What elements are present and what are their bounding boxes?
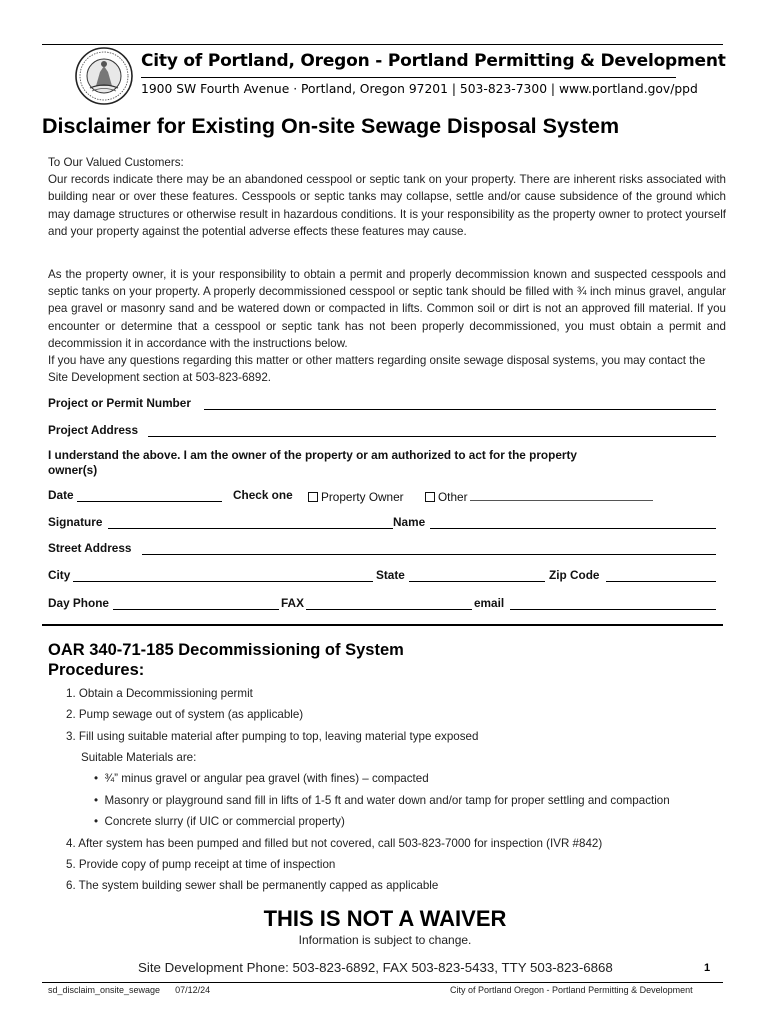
step-3: 3. Fill using suitable material after pumping to top, leaving material type exposed: [66, 730, 479, 743]
property-owner-checkbox[interactable]: [308, 492, 318, 502]
project-address-field[interactable]: [148, 436, 716, 437]
material-2: • Masonry or playground sand fill in lifts of 1-5 ft and water down and/or tamp for proper settling and compaction: [94, 794, 670, 807]
state-label: State: [376, 568, 405, 582]
fax-label: FAX: [281, 596, 304, 610]
property-owner-option[interactable]: [308, 488, 404, 506]
street-address-label: Street Address: [48, 541, 132, 555]
other-option[interactable]: [425, 488, 468, 506]
material-2-text: Masonry or playground sand fill in lifts of 1-5 ft and water down and/or tamp for proper settling and compaction: [104, 794, 670, 807]
zip-code-label: Zip Code: [549, 568, 600, 582]
email-label: email: [474, 596, 505, 610]
org-address: 1900 SW Fourth Avenue · Portland, Oregon 97201 | 503-823-7300 | www.portland.gov/ppd: [141, 82, 698, 96]
property-owner-label: Property Owner: [321, 490, 404, 504]
materials-heading: Suitable Materials are:: [81, 751, 197, 764]
other-checkbox[interactable]: [425, 492, 435, 502]
project-number-field[interactable]: [204, 409, 716, 410]
step-4: 4. After system has been pumped and filled but not covered, call 503-823-7000 for inspection (IVR #842): [66, 837, 603, 850]
other-field[interactable]: [470, 500, 653, 501]
step-6: 6. The system building sewer shall be permanently capped as applicable: [66, 879, 439, 892]
fax-field[interactable]: [306, 609, 472, 610]
step-5: 5. Provide copy of pump receipt at time of inspection: [66, 858, 336, 871]
material-1-text: ¾” minus gravel or angular pea gravel (with fines) – compacted: [104, 772, 429, 785]
city-field[interactable]: [73, 581, 373, 582]
check-one-label: Check one: [233, 488, 293, 502]
org-name: City of Portland, Oregon - Portland Permitting & Development: [141, 51, 726, 71]
intro-paragraph-3: If you have any questions regarding this matter or other matters regarding onsite sewage disposal systems, you may contact the Site Development section at 503-823-6892.: [48, 354, 706, 385]
signature-field[interactable]: [108, 528, 393, 529]
intro-paragraph-2: As the property owner, it is your responsibility to obtain a permit and properly decommission known and suspected cesspools and septic tanks on your property. A properly decommissioned cesspool or septic tank should be filled with ¾ inch minus gravel, angular pea gravel or masonry sand and be watered down or compacted in lifts. Common soil or dirt is not an approved fill material. If you encounter or determine that a cesspool or septic tank has not been properly decommissioned, you must obtain a permit and decommission it in accordance with the instructions below.: [48, 268, 726, 350]
intro-paragraph-1: Our records indicate there may be an abandoned cesspool or septic tank on your property. There are inherent risks associated with building near or over these features. Cesspools or septic tanks may collapse, settle and/or cause subsidence of the ground which may damage structures or otherwise result in hazardous conditions. It is your responsibility as the property owner to protect yourself and your property against the potential adverse effects these features may cause.: [48, 173, 726, 238]
day-phone-field[interactable]: [113, 609, 279, 610]
org-divider: [141, 77, 676, 78]
city-seal-icon: [74, 46, 134, 106]
waiver-heading: THIS IS NOT A WAIVER: [263, 906, 507, 931]
footer-org: City of Portland Oregon - Portland Permitting & Development: [450, 985, 693, 995]
state-field[interactable]: [409, 581, 545, 582]
contact-phone-line: Site Development Phone: 503-823-6892, FAX 503-823-5433, TTY 503-823-6868: [138, 960, 613, 975]
section-divider: [42, 624, 723, 626]
name-field[interactable]: [430, 528, 716, 529]
city-label: City: [48, 568, 71, 582]
intro-block: [48, 154, 726, 240]
name-label: Name: [393, 515, 426, 529]
other-label: Other: [438, 490, 468, 504]
page-number: 1: [704, 962, 711, 974]
document-title: Disclaimer for Existing On-site Sewage Disposal System: [42, 114, 620, 138]
material-1: • ¾” minus gravel or angular pea gravel (with fines) – compacted: [94, 772, 429, 785]
signature-label: Signature: [48, 515, 103, 529]
step-1: 1. Obtain a Decommissioning permit: [66, 687, 253, 700]
material-3-text: Concrete slurry (if UIC or commercial property): [104, 815, 345, 828]
day-phone-label: Day Phone: [48, 596, 109, 610]
material-3: • Concrete slurry (if UIC or commercial property): [94, 815, 345, 828]
section-title: OAR 340-71-185 Decommissioning of System Procedures:: [48, 641, 404, 679]
step-2: 2. Pump sewage out of system (as applicable): [66, 708, 304, 721]
project-address-label: Project Address: [48, 423, 139, 437]
attestation-text: I understand the above. I am the owner of the property or am authorized to act for the property owner(s): [48, 448, 577, 477]
project-number-label: Project or Permit Number: [48, 396, 191, 410]
document-code: sd_disclaim_onsite_sewage 07/12/24: [48, 985, 211, 995]
waiver-subtext: Information is subject to change.: [298, 933, 472, 947]
zip-code-field[interactable]: [606, 581, 716, 582]
greeting: To Our Valued Customers:: [48, 156, 184, 169]
date-label: Date: [48, 488, 74, 502]
date-field[interactable]: [77, 501, 222, 502]
street-address-field[interactable]: [142, 554, 716, 555]
footer-rule: [42, 982, 723, 983]
header-top-rule: [42, 44, 723, 45]
email-field[interactable]: [510, 609, 716, 610]
